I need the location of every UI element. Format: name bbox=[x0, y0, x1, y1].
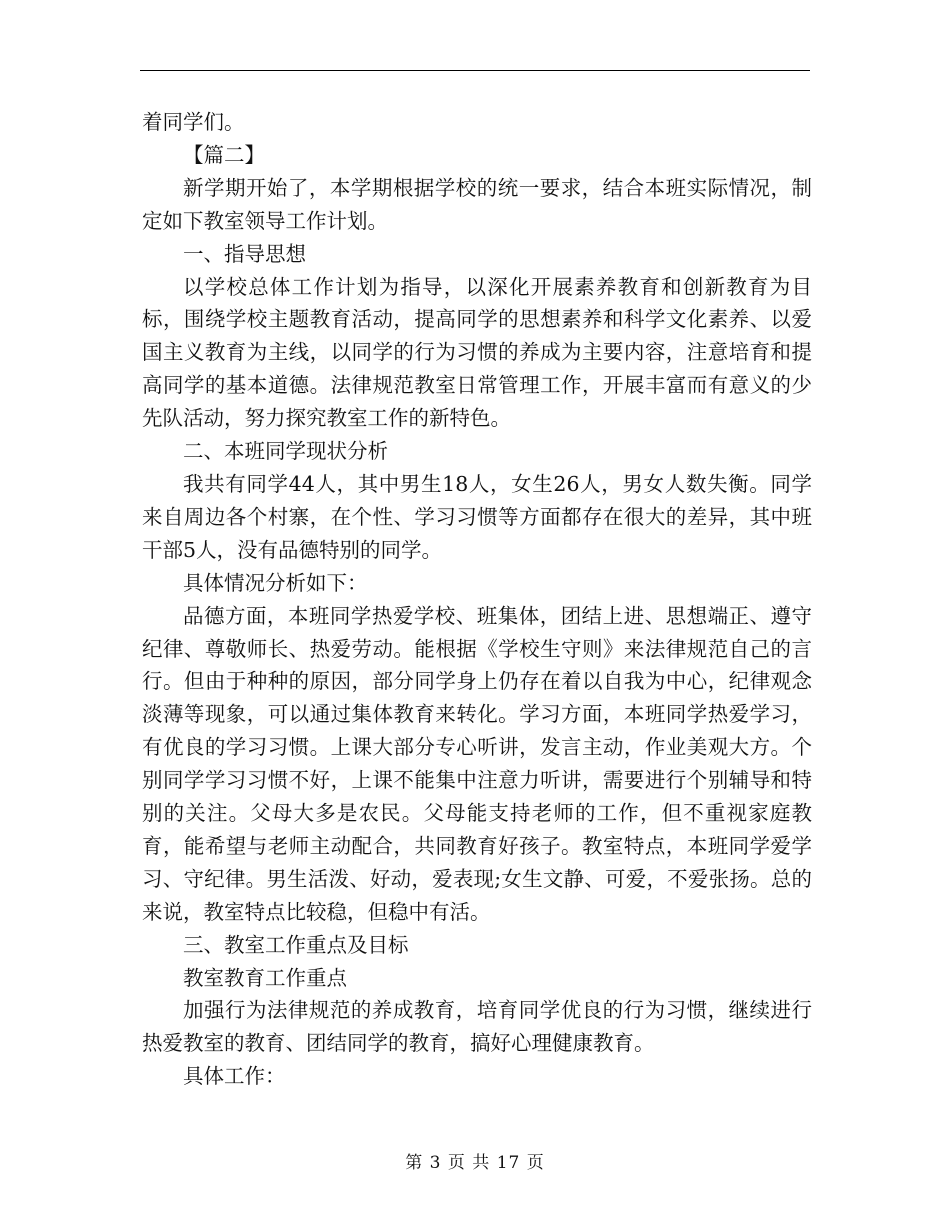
page-number: 第 3 页 共 17 页 bbox=[405, 1153, 545, 1173]
paragraph: 以学校总体工作计划为指导，以深化开展素养教育和创新教育为目标，围绕学校主题教育活动，提高同学的思想素养和科学文化素养、以爱国主义教育为主线，以同学的行为习惯的养成为主要内容，注意培育和提高同学的基本道德。法律规范教室日常管理工作，开展丰富而有意义的少先队活动，努力探究教室工作的新特色。 bbox=[142, 274, 812, 431]
paragraph: 加强行为法律规范的养成教育，培育同学优良的行为习惯，继续进行热爱教室的教育、团结同学的教育，搞好心理健康教育。 bbox=[142, 998, 812, 1056]
paragraph: 新学期开始了，本学期根据学校的统一要求，结合本班实际情况，制定如下教室领导工作计划。 bbox=[142, 175, 812, 233]
header-rule bbox=[140, 70, 810, 71]
paragraph: 具体情况分析如下： bbox=[183, 570, 368, 595]
paragraph: 具体工作： bbox=[183, 1064, 286, 1089]
document-body bbox=[142, 106, 812, 1093]
section-heading: 三、教室工作重点及目标 bbox=[183, 932, 409, 957]
paragraph: 品德方面，本班同学热爱学校、班集体，团结上进、思想端正、遵守纪律、尊敬师长、热爱劳动。能根据《学校生守则》来法律规范自己的言行。但由于种种的原因，部分同学身上仍存在着以自我为中心，纪律观念淡薄等现象，可以通过集体教育来转化。学习方面，本班同学热爱学习，有优良的学习习惯。上课大部分专心听讲，发言主动，作业美观大方。个别同学学习习惯不好，上课不能集中注意力听讲，需要进行个别辅导和特别的关注。父母大多是农民。父母能支持老师的工作，但不重视家庭教育，能希望与老师主动配合，共同教育好孩子。教室特点，本班同学爱学习、守纪律。男生活泼、好动，爱表现;女生文静、可爱，不爱张扬。总的来说，教室特点比较稳，但稳中有活。 bbox=[142, 603, 812, 924]
paragraph: 我共有同学44人，其中男生18人，女生26人，男女人数失衡。同学来自周边各个村寨，在个性、学习习惯等方面都存在很大的差异，其中班干部5人，没有品德特别的同学。 bbox=[142, 471, 812, 562]
page-footer bbox=[0, 1152, 950, 1174]
section-heading: 二、本班同学现状分析 bbox=[183, 439, 388, 464]
subheading: 教室教育工作重点 bbox=[183, 965, 347, 990]
section-heading: 【篇二】 bbox=[183, 142, 265, 167]
section-heading: 一、指导思想 bbox=[183, 241, 306, 266]
paragraph: 着同学们。 bbox=[142, 110, 245, 134]
